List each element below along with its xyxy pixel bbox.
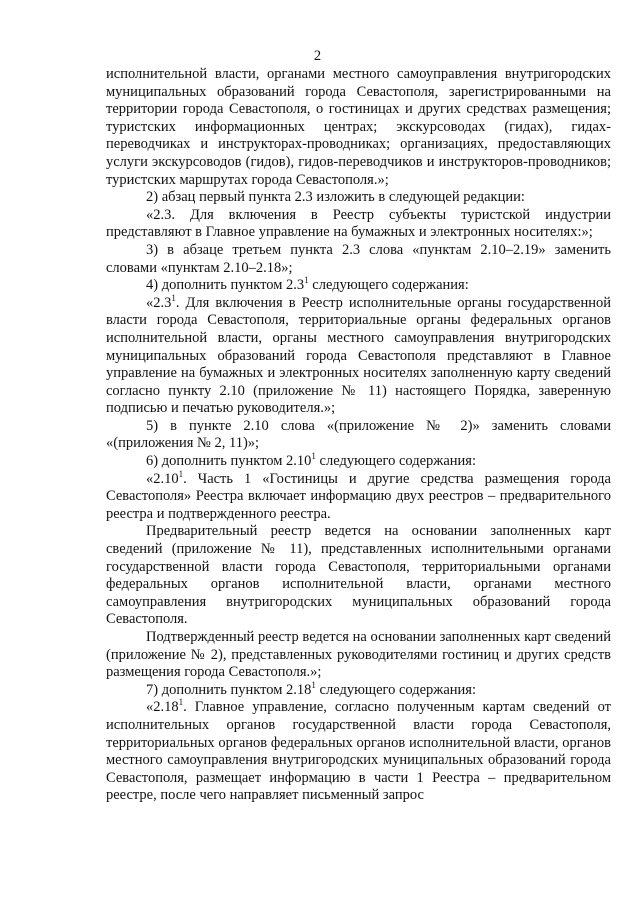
document-body bbox=[106, 66, 611, 805]
superscript: 1 bbox=[311, 679, 316, 690]
paragraph bbox=[106, 277, 611, 295]
superscript: 1 bbox=[311, 451, 316, 462]
paragraph-text: . Для включения в Реестр исполнительные органы государственной власти города Севастополя, территориальные органы федеральных органов исполнительной власти, органы местного самоуправления внутригородских муниципальных образований города Севастополя представляют в Главное управление на бумажных и электронных носителях заполненную карту сведений согласно пункту 2.10 (приложение № 11) настоящего Порядка, заверенную подписью и печатью руководителя.»; bbox=[106, 294, 611, 417]
paragraph: 2) абзац первый пункта 2.3 изложить в следующей редакции: bbox=[146, 189, 525, 206]
paragraph bbox=[106, 468, 611, 524]
paragraph-text: . Часть 1 «Гостиницы и другие средства размещения города Севастополя» Реестра включает информацию двух реестров – предварительного реестра и подтвержденного реестра. bbox=[106, 470, 611, 522]
paragraph: «2.3. Для включения в Реестр субъекты туристской индустрии представляют в Главное управление на бумажных и электронных носителях:»; bbox=[106, 206, 611, 241]
paragraph: 3) в абзаце третьем пункта 2.3 слова «пунктам 2.10–2.19» заменить словами «пунктам 2.10–2.18»; bbox=[106, 241, 611, 276]
paragraph: Предварительный реестр ведется на основании заполненных карт сведений (приложение № 11), представленных исполнительными органами государственной власти города Севастополя, территориальными органами федеральных органов исполнительной власти, органами местного самоуправления внутригородских муниципальных образований города Севастополя. bbox=[106, 523, 611, 628]
paragraph-text: «2.10 bbox=[146, 470, 179, 487]
paragraph-text: «2.3 bbox=[146, 294, 172, 311]
superscript: 1 bbox=[304, 275, 309, 286]
paragraph-text: следующего содержания: bbox=[308, 277, 469, 294]
paragraph-text: следующего содержания: bbox=[315, 453, 476, 470]
paragraph-text: 4) дополнить пунктом 2.3 bbox=[146, 277, 305, 294]
paragraph bbox=[106, 292, 611, 418]
paragraph: Подтвержденный реестр ведется на основании заполненных карт сведений (приложение № 2), представленных руководителями гостиниц и других средств размещения города Севастополя.»; bbox=[106, 629, 611, 681]
paragraph-text: . Главное управление, согласно полученным картам сведений от исполнительных органов государственной власти города Севастополя, территориальных органов федеральных органов исполнительной власти, органов местного самоуправления внутригородских муниципальных образований города Севастополя, размещает информацию в части 1 Реестра – предварительном реестре, после чего направляет письменный запрос bbox=[106, 699, 611, 804]
paragraph-text: следующего содержания: bbox=[315, 681, 476, 698]
paragraph-text: 6) дополнить пунктом 2.10 bbox=[146, 453, 312, 470]
superscript: 1 bbox=[178, 697, 184, 708]
superscript: 1 bbox=[178, 468, 184, 479]
paragraph-text: 7) дополнить пунктом 2.18 bbox=[146, 681, 312, 698]
superscript: 1 bbox=[171, 292, 176, 303]
page-number: 2 bbox=[313, 48, 322, 64]
paragraph: исполнительной власти, органами местного самоуправления внутригородских муниципальных образований города Севастополя, зарегистрированными на территории города Севастополя, о гостиницах и других средствах размещения; туристских информационных центрах; экскурсоводах (гидах), гидах-переводчиках и инструкторах-проводниках; организациях, предоставляющих услуги экскурсоводов (гидов), гидов-переводчиков и инструкторов-проводников; туристских маршрутах города Севастополя.»; bbox=[106, 66, 611, 188]
paragraph-text: «2.18 bbox=[146, 699, 179, 716]
paragraph bbox=[106, 699, 611, 805]
paragraph: 5) в пункте 2.10 слова «(приложение № 2)» заменить словами «(приложения № 2, 11)»; bbox=[106, 417, 611, 452]
